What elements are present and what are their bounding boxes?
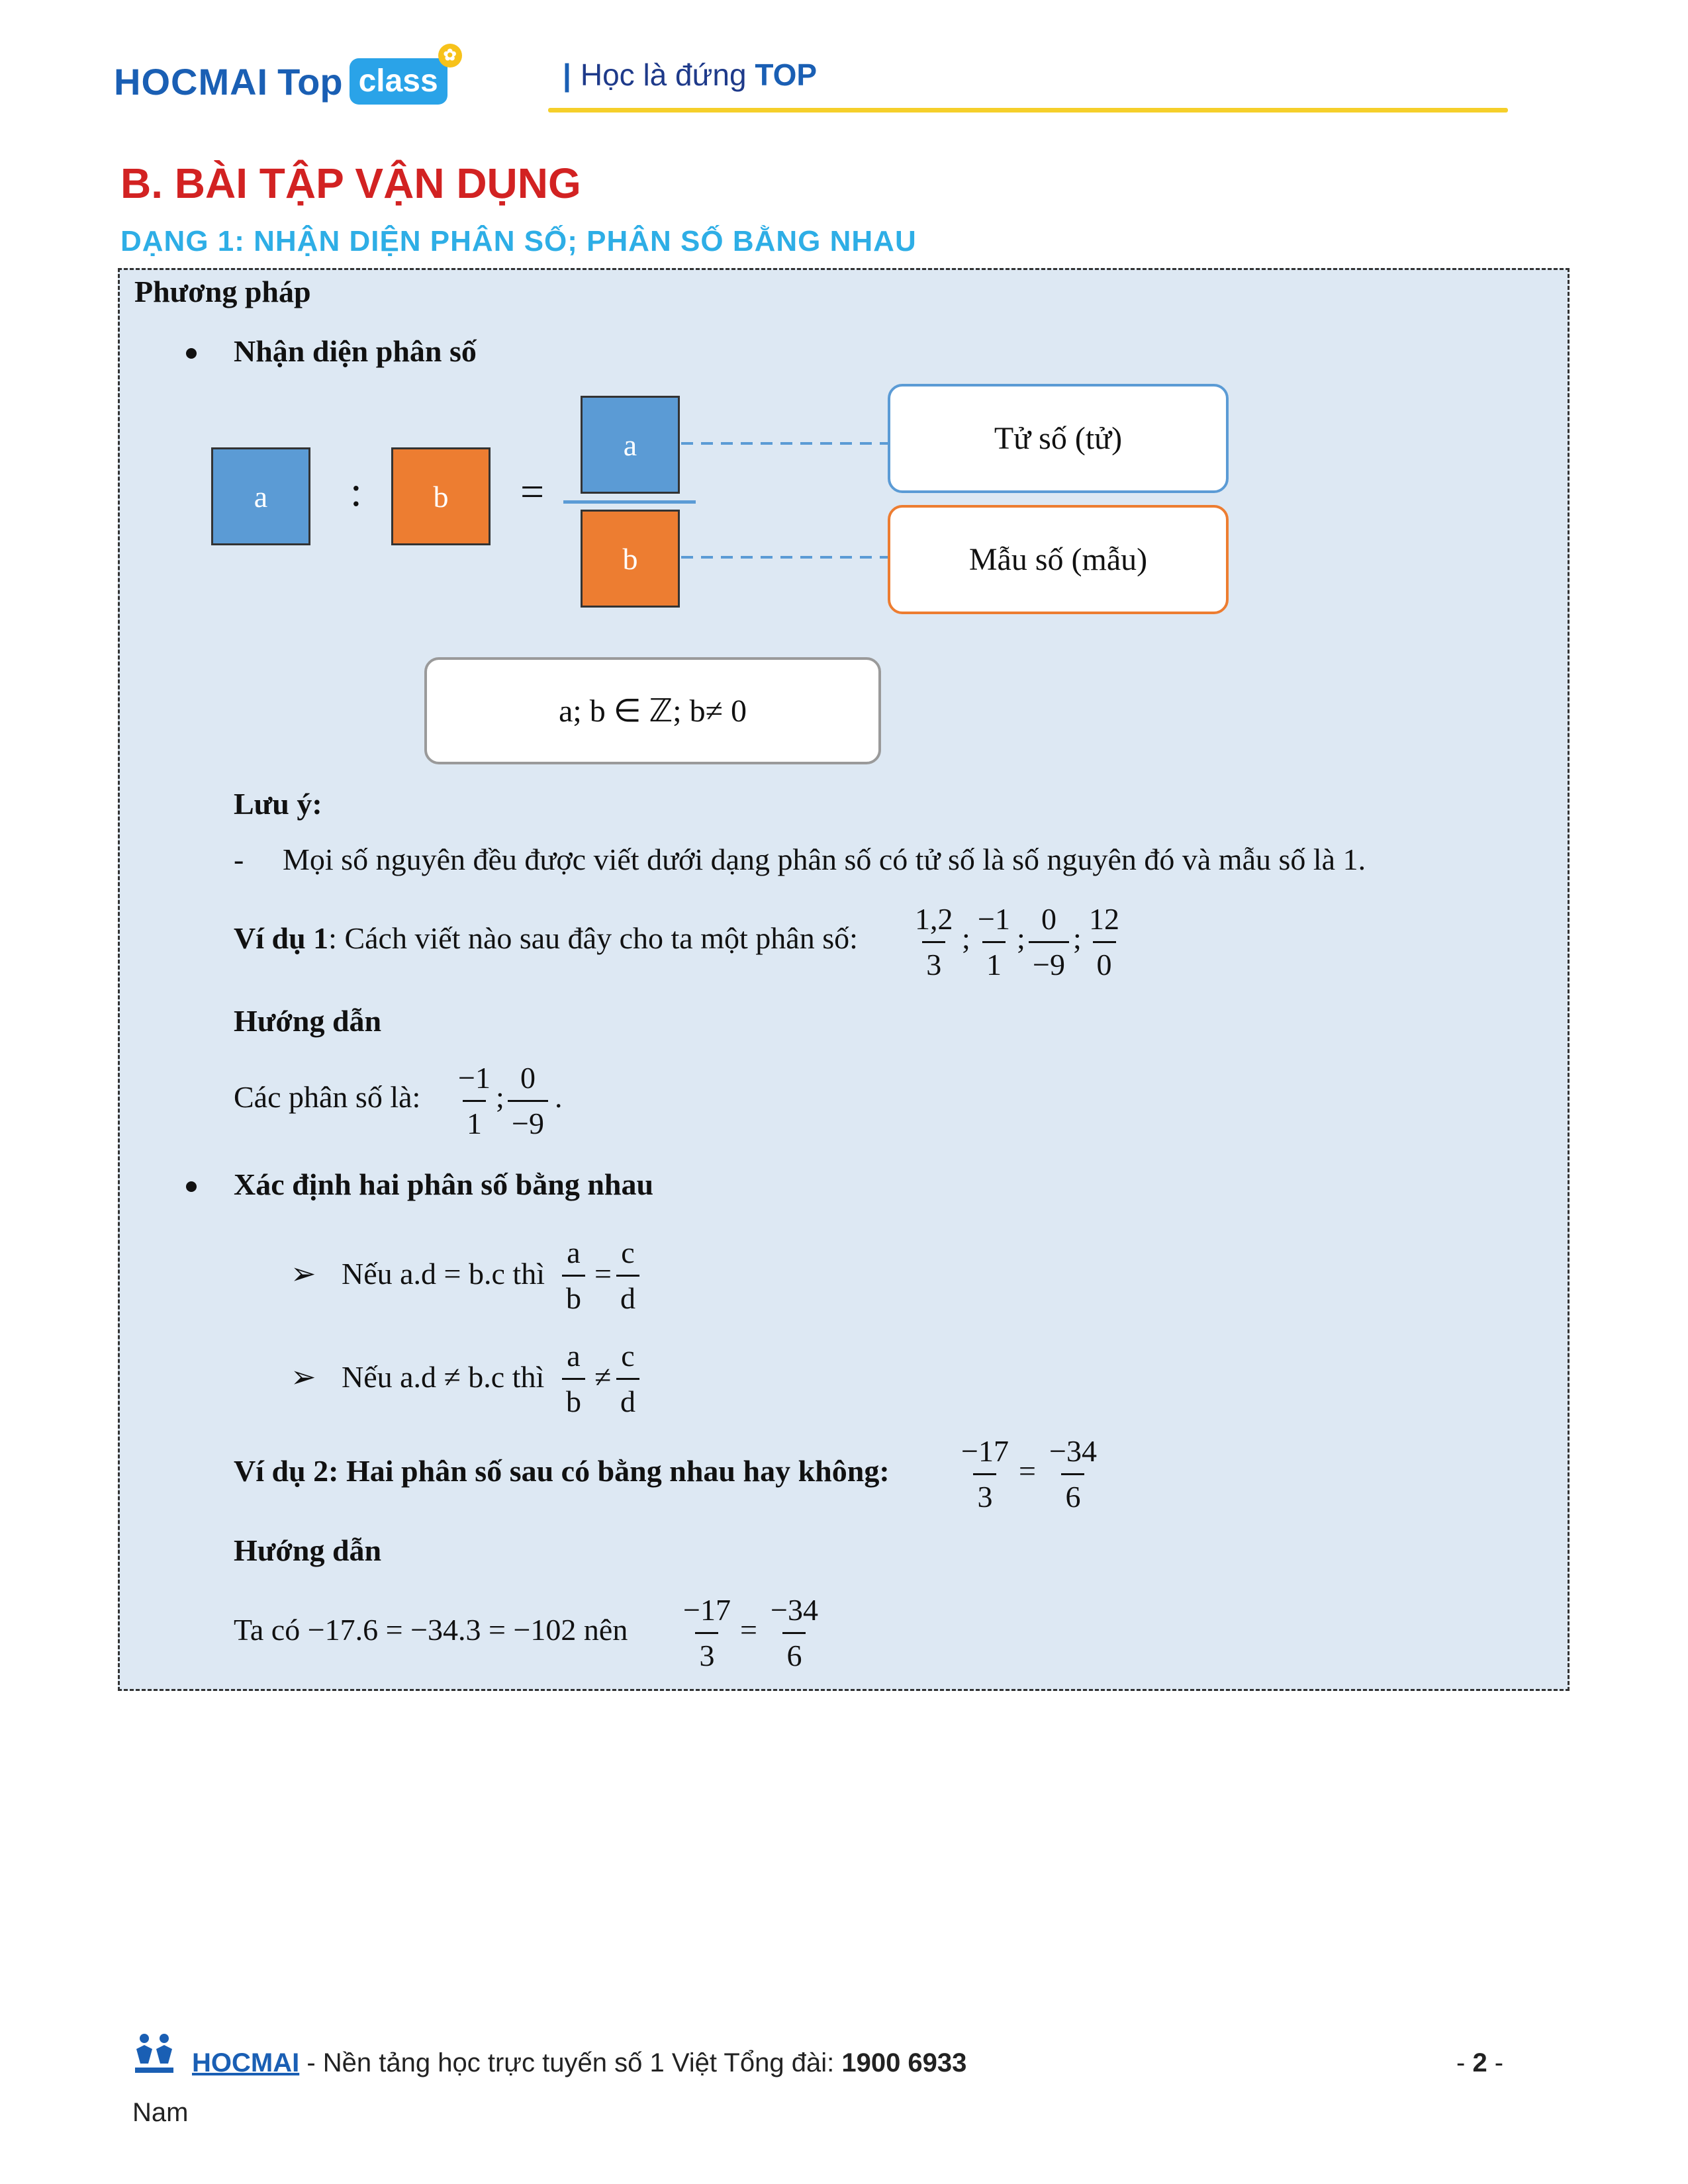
rule2-arrow-icon: ➢ — [291, 1360, 316, 1394]
separator: ; — [962, 921, 970, 955]
slogan-text: Học là đứng — [580, 58, 747, 92]
slogan-bar: | — [563, 58, 571, 92]
page-number-value: 2 — [1472, 2048, 1487, 2077]
diagram-colon: : — [350, 468, 362, 515]
fraction-numerator: 0 — [1041, 902, 1056, 936]
fraction-denominator: 6 — [782, 1632, 806, 1671]
example2-fraction-1 — [957, 1436, 1013, 1512]
example1-fraction-3 — [1029, 904, 1069, 980]
fraction-denominator: 1 — [982, 941, 1006, 980]
rule2-relation: ≠ — [594, 1360, 612, 1394]
method-title: Phương pháp — [134, 275, 311, 308]
fraction-numerator: a — [567, 1236, 581, 1269]
page-suffix: - — [1487, 2048, 1504, 2077]
rule1-fraction-1 — [562, 1238, 585, 1314]
diagram-a-label: a — [254, 479, 268, 514]
logo-hocmai-text: HOCMAI — [114, 60, 269, 103]
example2-text: Ví dụ 2: Hai phân số sau có bằng nhau hay không: — [234, 1454, 890, 1488]
guide1-text: Các phân số là: — [234, 1080, 421, 1114]
example1-fraction-2 — [974, 904, 1014, 980]
guide1-period: . — [555, 1080, 563, 1114]
logo-class-text: class — [358, 64, 438, 99]
bullet-recognize-fraction: Nhận diện phân số — [234, 334, 477, 368]
fraction-denominator: −9 — [1029, 941, 1069, 980]
fraction-denominator: d — [616, 1378, 639, 1417]
example2-relation: = — [1019, 1454, 1036, 1488]
star-icon: ✿ — [438, 44, 462, 68]
fraction-numerator: −1 — [458, 1061, 491, 1095]
page-prefix: - — [1456, 2048, 1473, 2077]
numerator-label-box — [888, 384, 1229, 493]
page-number — [1456, 2048, 1503, 2078]
subsection-title: DẠNG 1: NHẬN DIỆN PHÂN SỐ; PHÂN SỐ BẰNG NHAU — [120, 225, 917, 257]
diagram-equals: = — [520, 468, 545, 515]
condition-box — [424, 657, 881, 764]
note-dash: - — [234, 842, 244, 876]
logo-class-badge — [350, 46, 457, 105]
example2-fraction-2 — [1045, 1436, 1101, 1512]
diagram-denominator-box — [581, 510, 680, 608]
fraction-denominator: b — [562, 1378, 585, 1417]
guide1-fraction-1 — [454, 1063, 494, 1139]
guide2-fraction-1 — [679, 1595, 735, 1671]
denominator-label-text: Mẫu số (mẫu) — [968, 542, 1148, 577]
example1-line — [234, 922, 858, 956]
fraction-numerator: a — [567, 1339, 581, 1373]
fraction-numerator: −1 — [978, 902, 1010, 936]
rule1-relation: = — [594, 1257, 612, 1291]
rule1-arrow-icon: ➢ — [291, 1257, 316, 1291]
fraction-denominator: 3 — [695, 1632, 718, 1671]
condition-text: a; b ∈ ℤ; b≠ 0 — [559, 694, 747, 729]
fraction-numerator: −17 — [961, 1434, 1009, 1468]
section-title: B. BÀI TẬP VẬN DỤNG — [120, 159, 581, 207]
fraction-numerator: −17 — [683, 1593, 731, 1627]
example1-fraction-1 — [911, 904, 957, 980]
diagram-b-label: b — [433, 479, 449, 514]
denominator-label-box — [888, 505, 1229, 614]
rule2-fraction-2 — [616, 1341, 639, 1417]
method-panel — [118, 268, 1570, 1691]
fraction-numerator: 0 — [520, 1061, 536, 1095]
guide2-fraction-2 — [767, 1595, 822, 1671]
fraction-denominator: d — [616, 1275, 639, 1314]
hocmai-footer-logo-icon — [131, 2030, 177, 2077]
fraction-denominator: 3 — [973, 1473, 996, 1512]
separator: ; — [1017, 921, 1025, 955]
fraction-numerator: −34 — [1049, 1434, 1097, 1468]
fraction-denominator: 3 — [922, 941, 945, 980]
rule2-text: Nếu a.d ≠ b.c thì — [342, 1360, 545, 1394]
diagram-denominator-label: b — [622, 541, 638, 576]
guide2-text: Ta có −17.6 = −34.3 = −102 nên — [234, 1613, 628, 1647]
rule1-text: Nếu a.d = b.c thì — [342, 1257, 545, 1291]
diagram-b-box — [391, 447, 491, 545]
footer-tail: Nam — [132, 2098, 189, 2127]
bullet-dot — [186, 348, 197, 359]
fraction-denominator: −9 — [508, 1100, 548, 1139]
footer-brand-link[interactable]: HOCMAI — [192, 2048, 300, 2077]
header-divider — [548, 108, 1508, 113]
separator: ; — [1073, 921, 1082, 955]
fraction-denominator: b — [562, 1275, 585, 1314]
bullet-equal-fractions: Xác định hai phân số bằng nhau — [234, 1167, 654, 1201]
slogan-top: TOP — [755, 58, 818, 92]
guide1-title: Hướng dẫn — [234, 1004, 382, 1038]
guide2-title: Hướng dẫn — [234, 1533, 382, 1567]
example1-fraction-4 — [1085, 904, 1123, 980]
rule1-fraction-2 — [616, 1238, 639, 1314]
bullet-dot — [186, 1181, 197, 1192]
header-slogan — [563, 57, 817, 93]
hocmai-topclass-logo — [114, 46, 457, 111]
fraction-numerator: 1,2 — [915, 902, 953, 936]
fraction-denominator: 6 — [1061, 1473, 1084, 1512]
separator: ; — [496, 1080, 504, 1114]
fraction-denominator: 0 — [1093, 941, 1116, 980]
footer-text: - Nền tảng học trực tuyến số 1 Việt Tổng đài: — [299, 2048, 842, 2077]
fraction-numerator: c — [621, 1339, 635, 1373]
diagram-numerator-box — [581, 396, 680, 494]
numerator-label-text: Tử số (tử) — [994, 421, 1123, 456]
diagram-a-box — [211, 447, 310, 545]
logo-top-text: Top — [277, 60, 343, 103]
fraction-denominator: 1 — [463, 1100, 486, 1139]
footer-phone: 1900 6933 — [841, 2048, 967, 2077]
fraction-numerator: c — [621, 1236, 635, 1269]
diagram-numerator-label: a — [623, 428, 637, 462]
fraction-numerator: −34 — [771, 1593, 818, 1627]
note-text: Mọi số nguyên đều được viết dưới dạng phân số có tử số là số nguyên đó và mẫu số là 1. — [283, 842, 1366, 876]
example1-text: : Cách viết nào sau đây cho ta một phân số: — [328, 921, 858, 955]
guide2-relation: = — [740, 1613, 757, 1647]
note-title: Lưu ý: — [234, 787, 322, 821]
fraction-numerator: 12 — [1089, 902, 1119, 936]
rule2-fraction-1 — [562, 1341, 585, 1417]
guide1-fraction-2 — [508, 1063, 548, 1139]
example1-label: Ví dụ 1 — [234, 921, 329, 955]
footer-line — [192, 2048, 966, 2078]
